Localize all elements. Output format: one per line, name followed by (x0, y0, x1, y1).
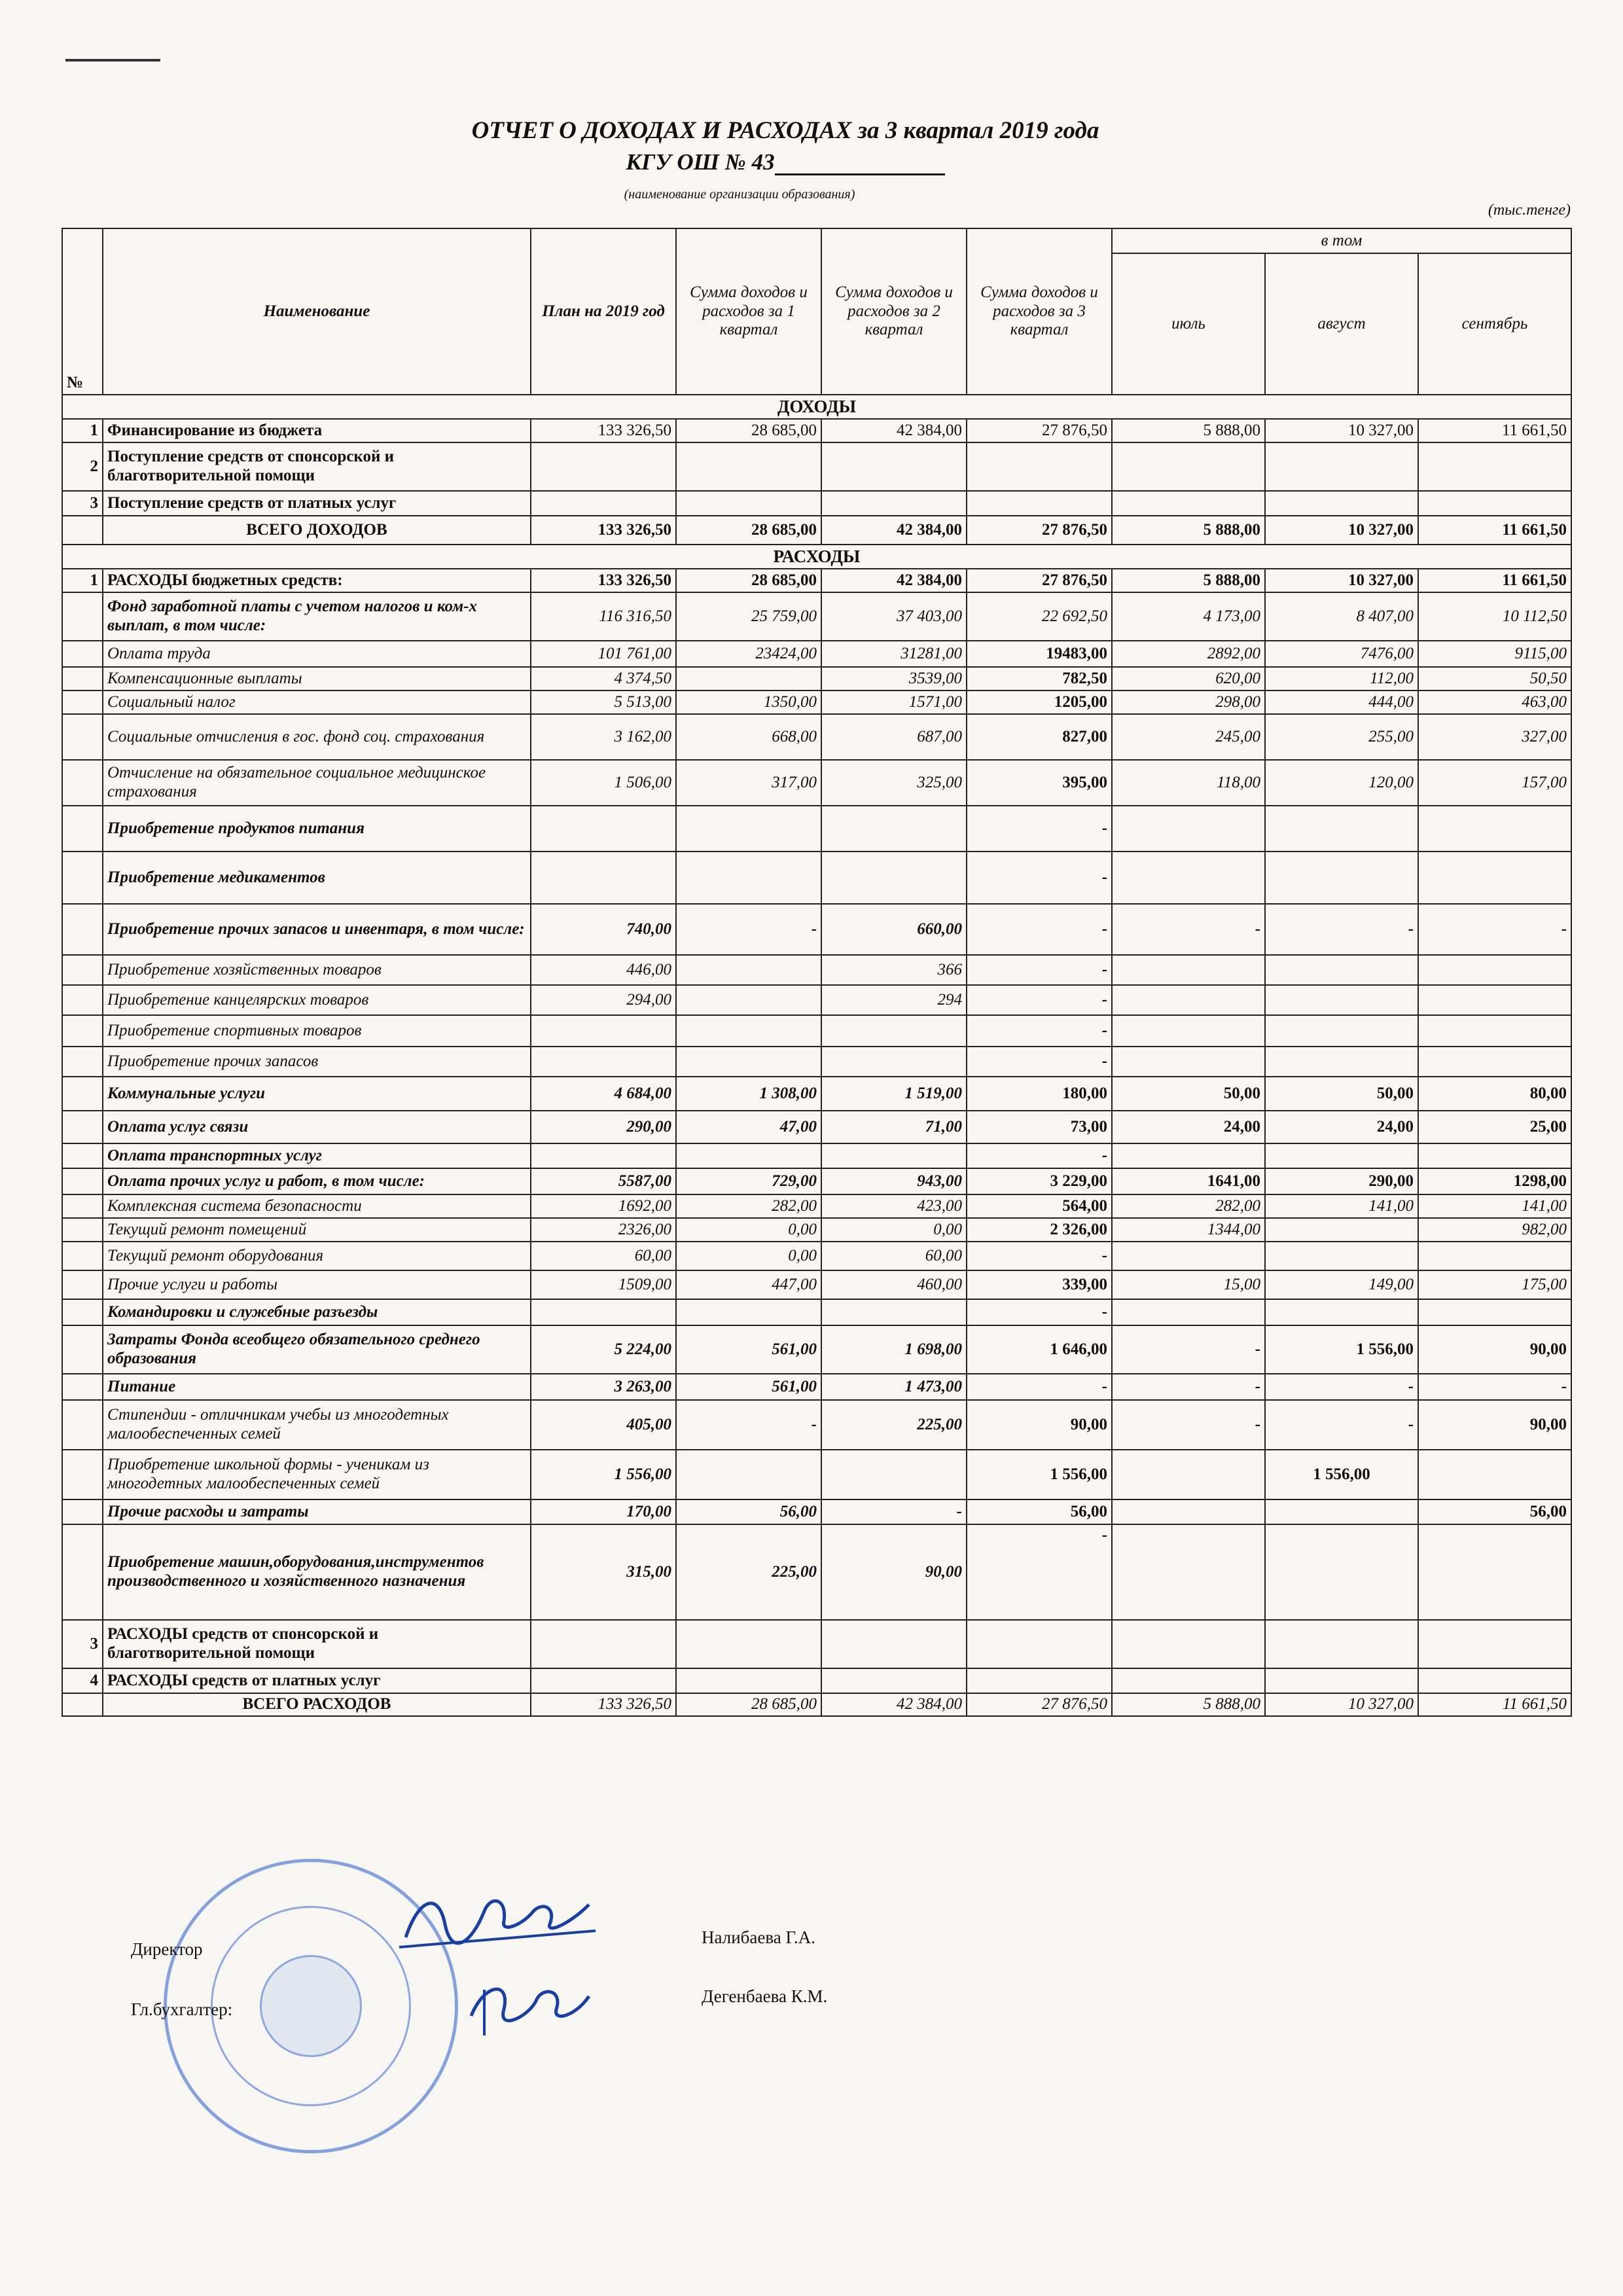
table-row: Затраты Фонда всеобщего обязательного среднего образования 5 224,00 561,00 1 698,00 1 646,00 - 1 556,00 90,00 (62, 1325, 1571, 1374)
director-label: Директор (131, 1939, 203, 1959)
table-row: Приобретение канцелярских товаров 294,00 294 - (62, 985, 1571, 1015)
report-title: ОТЧЕТ О ДОХОДАХ И РАСХОДАХ за 3 квартал 2019 года (471, 117, 1099, 144)
table-row: 2 Поступление средств от спонсорской и благотворительной помощи (62, 442, 1571, 491)
table-row: Приобретение школьной формы - ученикам из многодетных малообеспеченных семей 1 556,00 1 556,00 1 556,00 (62, 1450, 1571, 1499)
col-month-2: август (1265, 253, 1418, 395)
table-row: Прочие услуги и работы 1509,00 447,00 460,00 339,00 15,00 149,00 175,00 (62, 1270, 1571, 1299)
col-q2: Сумма доходов и расходов за 2 квартал (821, 228, 967, 395)
table-row: Оплата труда 101 761,00 23424,00 31281,00 19483,00 2892,00 7476,00 9115,00 (62, 641, 1571, 667)
col-num: № (62, 228, 103, 395)
table-row: Социальные отчисления в гос. фонд соц. страхования 3 162,00 668,00 687,00 827,00 245,00 255,00 327,00 (62, 714, 1571, 760)
col-q3: Сумма доходов и расходов за 3 квартал (967, 228, 1112, 395)
table-row: Приобретение машин,оборудования,инструментов производственного и хозяйственного назначения 315,00 225,00 90,00 - (62, 1524, 1571, 1620)
accountant-name: Дегенбаева К.М. (702, 1986, 828, 2006)
accountant-label: Гл.бухгалтер: (131, 2000, 233, 2019)
table-row: Текущий ремонт оборудования 60,00 0,00 60,00 - (62, 1242, 1571, 1270)
col-q1: Сумма доходов и расходов за 1 квартал (676, 228, 821, 395)
col-month-3: сентябрь (1418, 253, 1571, 395)
section-income: ДОХОДЫ (62, 395, 1571, 419)
table-row: Приобретение продуктов питания - (62, 806, 1571, 852)
corner-mark (65, 59, 160, 62)
organization-name: КГУ ОШ № 43 (0, 149, 1597, 175)
col-plan: План на 2019 год (531, 228, 676, 395)
table-row: Стипендии - отличникам учебы из многодетных малообеспеченных семей 405,00 - 225,00 90,00 - - 90,00 (62, 1400, 1571, 1450)
table-row: 3 РАСХОДЫ средств от спонсорской и благотворительной помощи (62, 1620, 1571, 1668)
table-row: Приобретение прочих запасов - (62, 1047, 1571, 1077)
table-row: ВСЕГО ДОХОДОВ 133 326,50 28 685,00 42 384,00 27 876,50 5 888,00 10 327,00 11 661,50 (62, 516, 1571, 545)
col-month-1: июль (1112, 253, 1265, 395)
table-row: Прочие расходы и затраты 170,00 56,00 - 56,00 56,00 (62, 1499, 1571, 1524)
organization-caption: (наименование организации образования) (624, 187, 855, 202)
table-row: 4 РАСХОДЫ средств от платных услуг (62, 1668, 1571, 1693)
table-row: Приобретение прочих запасов и инвентаря, в том числе: 740,00 - 660,00 - - - - (62, 904, 1571, 955)
table-row: Коммунальные услуги 4 684,00 1 308,00 1 519,00 180,00 50,00 50,00 80,00 (62, 1077, 1571, 1111)
table-row: 1 РАСХОДЫ бюджетных средств: 133 326,50 28 685,00 42 384,00 27 876,50 5 888,00 10 327,00 11 661,50 (62, 569, 1571, 592)
table-row: Отчисление на обязательное социальное медицинское страхования 1 506,00 317,00 325,00 395,00 118,00 120,00 157,00 (62, 760, 1571, 806)
table-row: 1 Финансирование из бюджета 133 326,50 28 685,00 42 384,00 27 876,50 5 888,00 10 327,00 11 661,50 (62, 419, 1571, 442)
section-expenses: РАСХОДЫ (62, 545, 1571, 569)
col-group: в том (1112, 228, 1571, 253)
table-row: Текущий ремонт помещений 2326,00 0,00 0,00 2 326,00 1344,00 982,00 (62, 1218, 1571, 1242)
table-row: Приобретение спортивных товаров - (62, 1015, 1571, 1047)
table-row: Компенсационные выплаты 4 374,50 3539,00 782,50 620,00 112,00 50,50 (62, 667, 1571, 691)
report-table (62, 228, 1572, 1717)
table-row: Социальный налог 5 513,00 1350,00 1571,00 1205,00 298,00 444,00 463,00 (62, 691, 1571, 714)
table-row: Фонд заработной платы с учетом налогов и ком-х выплат, в том числе: 116 316,50 25 759,00 37 403,00 22 692,50 4 173,00 8 407,00 10 112,50 (62, 592, 1571, 641)
table-row: Оплата прочих услуг и работ, в том числе: 5587,00 729,00 943,00 3 229,00 1641,00 290,00 1298,00 (62, 1168, 1571, 1194)
director-name: Налибаева Г.А. (702, 1928, 816, 1947)
accountant-signature (458, 1970, 615, 2042)
table-row: Приобретение хозяйственных товаров 446,00 366 - (62, 955, 1571, 985)
table-row: Комплексная система безопасности 1692,00 282,00 423,00 564,00 282,00 141,00 141,00 (62, 1194, 1571, 1218)
units-label: (тыс.тенге) (1488, 202, 1571, 219)
table-row: 3 Поступление средств от платных услуг (62, 491, 1571, 516)
table-row: ВСЕГО РАСХОДОВ 133 326,50 28 685,00 42 384,00 27 876,50 5 888,00 10 327,00 11 661,50 (62, 1693, 1571, 1716)
table-row: Командировки и служебные разъезды - (62, 1299, 1571, 1325)
col-name: Наименование (103, 228, 531, 395)
director-signature (393, 1885, 609, 1957)
table-row: Приобретение медикаментов - (62, 852, 1571, 904)
table-row: Оплата услуг связи 290,00 47,00 71,00 73,00 24,00 24,00 25,00 (62, 1111, 1571, 1143)
table-row: Оплата транспортных услуг - (62, 1143, 1571, 1168)
table-row: Питание 3 263,00 561,00 1 473,00 - - - - (62, 1374, 1571, 1400)
